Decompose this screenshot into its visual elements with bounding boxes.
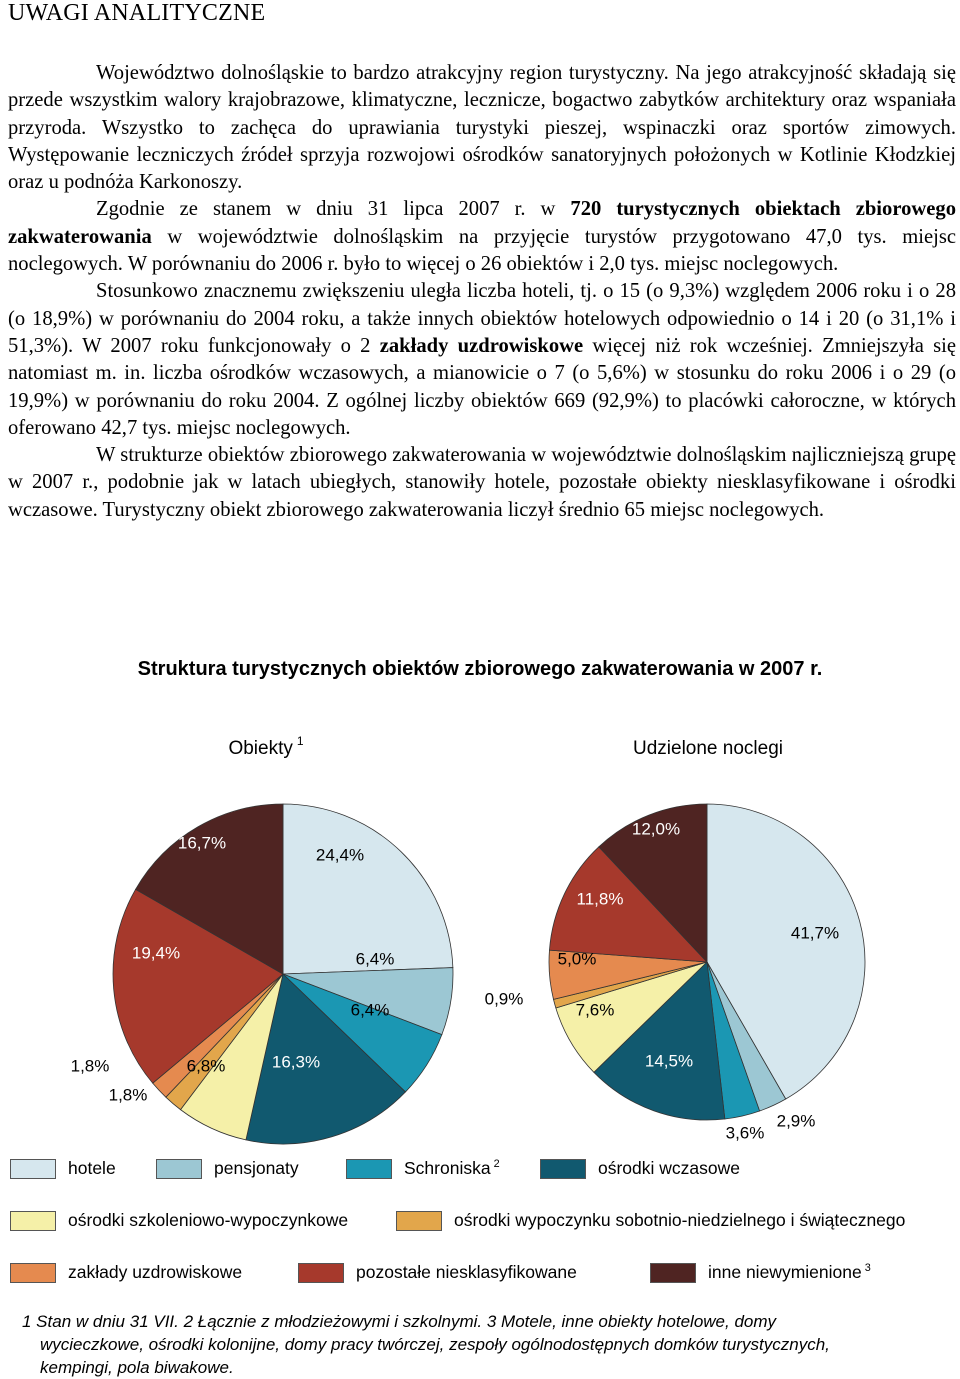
pie-noclegi-label-5: 0,9% xyxy=(484,989,524,1009)
paragraph-3-part-c: więcej niż rok wcześniej. Zmniejszyła się natomiast m. in. liczba ośrodków wczasowych, a mianowicie o 7 (o 5,6%) w stosunku do roku 2006 i o 29 (o 19,9%) w porównaniu do roku 2004. Z ogólnej liczby obiektów 669 (92,9%) to placówki całoroczne, w których oferowano 42,7 tys. miejsc noclegowych. xyxy=(8,334,957,439)
pie-noclegi-label-0: 41,7% xyxy=(790,923,840,943)
legend-label-superscript: 2 xyxy=(490,1158,500,1171)
legend-item xyxy=(156,1158,299,1179)
footnote-line-3: kempingi, pola biwakowe. xyxy=(40,1358,234,1377)
legend-swatch xyxy=(156,1159,202,1179)
legend-label: hotele xyxy=(68,1158,116,1178)
pie-noclegi-label-4: 7,6% xyxy=(575,1000,615,1020)
legend-label: pozostałe niesklasyfikowane xyxy=(356,1262,577,1282)
pie-noclegi-label-8: 12,0% xyxy=(631,819,681,839)
legend-item xyxy=(10,1262,242,1283)
paragraph-1: Województwo dolnośląskie to bardzo atrakcyjny region turystyczny. Na jego atrakcyjność składają się przede wszystkim walory krajobrazowe, klimatyczne, lecznicze, bogactwo zabytków architektury oraz wspaniała przyroda. Wszystko to zachęca do uprawiania turystyki pieszej, wspinaczki oraz sportów zimowych. Występowanie leczniczych źródeł sprzyja rozwojowi ośrodków sanatoryjnych położonych w Kotlinie Kłodzkiej oraz u podnóża Karkonoszy. xyxy=(8,62,956,194)
pie-obiekty-label-8: 16,7% xyxy=(177,833,227,853)
legend-label: zakłady uzdrowiskowe xyxy=(68,1262,243,1282)
pie-noclegi-label-2: 3,6% xyxy=(725,1123,765,1143)
pie-charts xyxy=(0,720,960,1150)
pie-obiekty-title: Obiekty $^1$ xyxy=(228,734,304,759)
pie-obiekty-title-superscript: 1 xyxy=(296,734,304,748)
legend-swatch xyxy=(346,1159,392,1179)
page-heading: UWAGI ANALITYCZNE xyxy=(8,0,266,26)
paragraph-3-part-a: Stosunkowo znacznemu zwiększeniu uległa liczba hoteli, tj. o 15 (o 9,3%) względem 2006 roku i o 28 (o 18,9%) w porównaniu do 2004 roku, a także innych obiektów hotelowych odpowiednio o 14 i 20 (o 31,1% i 51,3%). W 2007 roku funkcjonowały o 2 xyxy=(8,280,956,357)
legend-label-superscript: 3 xyxy=(861,1262,871,1275)
legend-item xyxy=(396,1210,905,1231)
legend-swatch xyxy=(396,1211,442,1231)
legend-swatch xyxy=(650,1263,696,1283)
pie-obiekty-label-2: 6,4% xyxy=(350,1000,390,1020)
legend-item xyxy=(10,1210,348,1231)
pie-obiekty-label-0: 24,4% xyxy=(315,845,365,865)
paragraph-4: W strukturze obiektów zbiorowego zakwaterowania w województwie dolnośląskim najliczniejszą grupę w 2007 r., podobnie jak w latach ubiegłych, stanowiły hotele, pozostałe obiekty niesklasyfikowane i ośrodki wczasowe. Turystyczny obiekt zbiorowego zakwaterowania liczył średnio 65 miejsc noclegowych. xyxy=(8,444,956,521)
paragraph-3 xyxy=(8,278,956,442)
legend-item xyxy=(540,1158,740,1179)
legend-label: Schroniska $^2$ xyxy=(404,1158,500,1178)
legend-label: inne niewymienione $^3$ xyxy=(708,1262,871,1282)
paragraph-2-part-c: w województwie dolnośląskim na przyjęcie turystów przygotowano 47,0 tys. miejsc noclegowych. W porównaniu do 2006 r. było to więcej o 26 obiektów i 2,0 tys. miejsc noclegowych. xyxy=(8,225,956,276)
legend-item xyxy=(650,1262,871,1283)
pie-noclegi-label-3: 14,5% xyxy=(644,1051,694,1071)
paragraph-2 xyxy=(8,196,956,278)
pie-obiekty-label-5: 1,8% xyxy=(70,1056,110,1076)
footnote-line-2: wycieczkowe, ośrodki kolonijne, domy pracy twórczej, zespoły ogólnodostępnych domków turystycznych, xyxy=(40,1335,830,1354)
legend-label: ośrodki szkoleniowo-wypoczynkowe xyxy=(68,1210,349,1230)
legend-swatch xyxy=(10,1159,56,1179)
legend-item xyxy=(346,1158,500,1179)
legend-swatch xyxy=(298,1263,344,1283)
pie-noclegi-label-7: 11,8% xyxy=(576,889,624,909)
pie-obiekty xyxy=(113,804,453,1144)
pie-udzielone-noclegi xyxy=(549,804,865,1120)
pie-noclegi-label-6: 5,0% xyxy=(557,949,597,969)
legend-label: ośrodki wczasowe xyxy=(598,1158,740,1178)
legend-label: pensjonaty xyxy=(214,1158,299,1178)
paragraph-2-part-a: Zgodnie ze stanem w dniu 31 lipca 2007 r. w xyxy=(96,198,571,221)
legend-swatch xyxy=(10,1263,56,1283)
legend-swatch xyxy=(540,1159,586,1179)
pie-obiekty-label-1: 6,4% xyxy=(355,949,395,969)
pie-obiekty-label-7: 19,4% xyxy=(131,943,181,963)
pie-noclegi-label-1: 2,9% xyxy=(776,1111,816,1131)
legend-label: ośrodki wypoczynku sobotnio-niedzielnego i świątecznego xyxy=(454,1210,906,1230)
legend-swatch xyxy=(10,1211,56,1231)
paragraph-3-bold: zakłady uzdrowiskowe xyxy=(379,334,584,357)
legend-item xyxy=(10,1158,116,1179)
legend-item xyxy=(298,1262,577,1283)
footnote xyxy=(22,1310,952,1379)
pie-obiekty-label-3: 16,3% xyxy=(271,1052,321,1072)
pie-obiekty-label-4: 6,8% xyxy=(186,1056,226,1076)
chart-legend xyxy=(0,1150,960,1290)
footnote-line-1: 1 Stan w dniu 31 VII. 2 Łącznie z młodzieżowymi i szkolnymi. 3 Motele, inne obiekty hotelowe, domy xyxy=(22,1312,777,1331)
pie-obiekty-label-6: 1,8% xyxy=(108,1085,148,1105)
analysis-text xyxy=(8,60,956,524)
pie-noclegi-title: Udzielone noclegi xyxy=(633,738,783,759)
paragraph-2-bold: 720 turystycznych obiektach zbiorowego zakwaterowania xyxy=(8,198,956,248)
chart-title: Struktura turystycznych obiektów zbiorowego zakwaterowania w 2007 r. xyxy=(137,658,823,680)
